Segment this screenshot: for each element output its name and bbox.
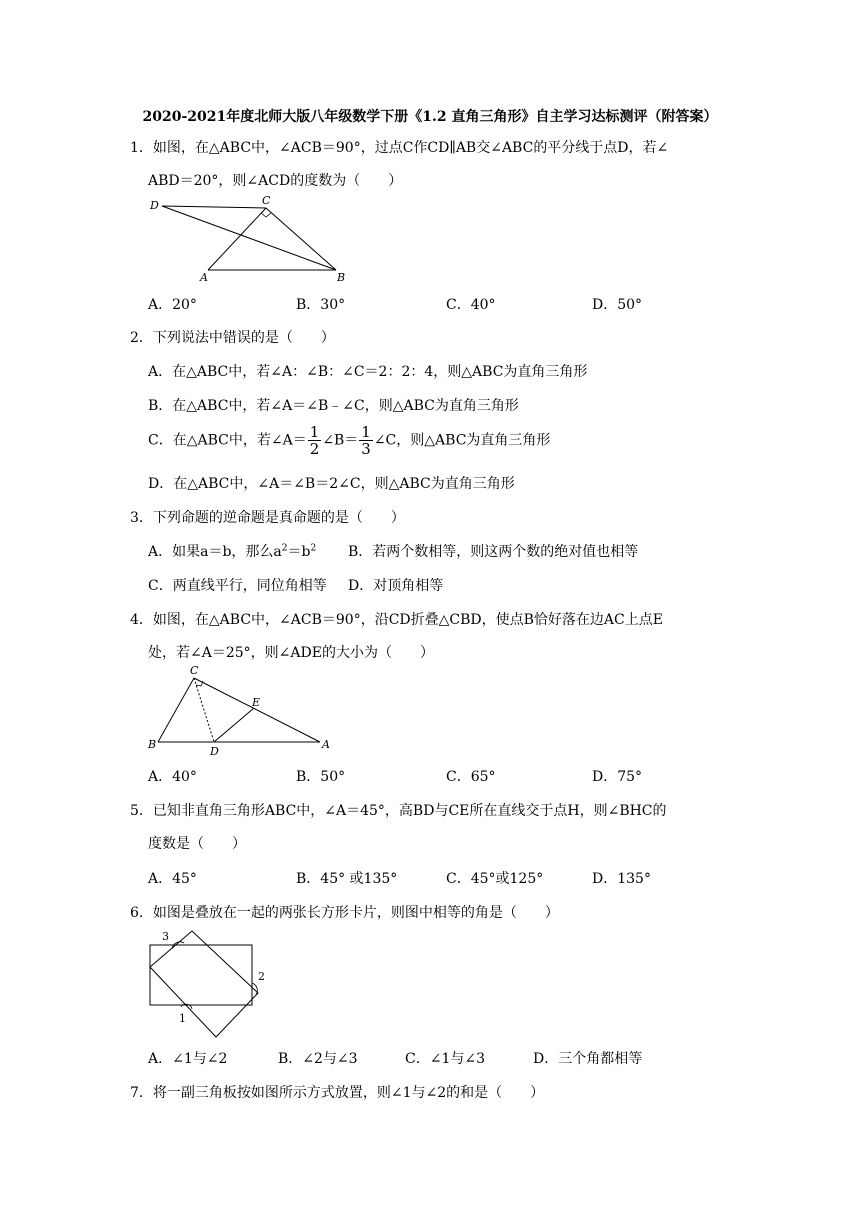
- q2-option-c-pre: C．在△ABC中，若∠A＝: [148, 432, 307, 449]
- q3-sup-1: 2: [281, 543, 288, 554]
- q6-label-3: 3: [162, 930, 169, 943]
- q6-figure: [148, 925, 268, 1040]
- q3-stem: 3．下列命题的逆命题是真命题的是（ ）: [130, 510, 405, 526]
- q4-label-a: A: [322, 738, 330, 751]
- q2-option-c-mid: ∠B＝: [322, 432, 359, 449]
- q2-option-b[interactable]: B．在△ABC中，若∠A＝∠B﹣∠C，则△ABC为直角三角形: [148, 398, 519, 414]
- q1-option-d[interactable]: D．50°: [592, 297, 643, 313]
- q5-option-d[interactable]: D．135°: [592, 871, 651, 887]
- q4-option-d[interactable]: D．75°: [592, 769, 643, 785]
- q1-label-c: C: [262, 194, 271, 207]
- q4-stem-line1: 4．如图，在△ABC中，∠ACB＝90°，沿CD折叠△CBD，使点B恰好落在边AC上点E: [130, 612, 663, 628]
- q6-stem: 6．如图是叠放在一起的两张长方形卡片，则图中相等的角是（ ）: [130, 905, 559, 921]
- q4-label-c: C: [190, 664, 199, 677]
- q1-label-b: B: [337, 271, 346, 284]
- q1-label-a: A: [200, 271, 208, 284]
- q6-label-1: 1: [179, 1012, 186, 1025]
- q4-option-b[interactable]: B．50°: [296, 769, 346, 785]
- q2-fraction-third: $\frac{1}{3}$: [361, 423, 371, 458]
- q4-label-d: D: [210, 745, 219, 758]
- document-title: 2020-2021年度北师大版八年级数学下册《1.2 直角三角形》自主学习达标测评（附答案）: [142, 109, 718, 125]
- q4-figure: [148, 664, 338, 756]
- q2-option-a[interactable]: A．在△ABC中，若∠A：∠B：∠C＝2：2：4，则△ABC为直角三角形: [148, 364, 588, 380]
- q6-option-b[interactable]: B．∠2与∠3: [278, 1051, 358, 1067]
- q2-fraction-half: $\frac{1}{2}$: [309, 423, 320, 458]
- q6-label-2: 2: [258, 970, 265, 983]
- q1-figure: [148, 195, 358, 285]
- q4-option-c[interactable]: C．65°: [446, 769, 496, 785]
- q1-stem-line2: ABD＝20°，则∠ACD的度数为（ ）: [148, 173, 403, 189]
- q1-label-d: D: [150, 199, 159, 212]
- q3-option-a-mid: ＝b: [287, 544, 311, 560]
- q3-option-a[interactable]: [148, 541, 316, 561]
- q1-option-c[interactable]: C．40°: [446, 297, 496, 313]
- q1-option-b[interactable]: B．30°: [296, 297, 346, 313]
- q2-option-c[interactable]: [148, 424, 550, 457]
- q6-option-a[interactable]: A．∠1与∠2: [148, 1051, 228, 1067]
- q4-label-e: E: [252, 696, 261, 709]
- q5-stem-line1: 5．已知非直角三角形ABC中，∠A＝45°，高BD与CE所在直线交于点H，则∠BHC的: [130, 803, 667, 819]
- q3-option-a-pre: A．如果a＝b，那么a: [148, 544, 282, 560]
- q5-option-c[interactable]: C．45°或125°: [446, 871, 544, 887]
- q5-stem-line2: 度数是（ ）: [148, 836, 246, 852]
- q4-option-a[interactable]: A．40°: [148, 769, 197, 785]
- q3-option-d[interactable]: D．对顶角相等: [348, 578, 444, 594]
- q5-option-b[interactable]: B．45° 或135°: [296, 871, 398, 887]
- q3-option-b[interactable]: B．若两个数相等，则这两个数的绝对值也相等: [348, 544, 639, 560]
- q2-option-d[interactable]: D．在△ABC中，∠A＝∠B＝2∠C，则△ABC为直角三角形: [148, 476, 515, 492]
- q6-option-d[interactable]: D．三个角都相等: [533, 1051, 643, 1067]
- q7-stem: 7．将一副三角板按如图所示方式放置，则∠1与∠2的和是（ ）: [130, 1085, 545, 1101]
- q5-option-a[interactable]: A．45°: [148, 871, 197, 887]
- q6-option-c[interactable]: C．∠1与∠3: [405, 1051, 485, 1067]
- q3-sup-2: 2: [310, 543, 317, 554]
- q2-stem: 2．下列说法中错误的是（ ）: [130, 330, 335, 346]
- q1-stem-line1: 1．如图，在△ABC中，∠ACB＝90°，过点C作CD∥AB交∠ABC的平分线于点D，若∠: [130, 140, 669, 156]
- q4-stem-line2: 处，若∠A＝25°，则∠ADE的大小为（ ）: [148, 645, 434, 661]
- q2-option-c-post: ∠C，则△ABC为直角三角形: [373, 432, 551, 449]
- q3-option-c[interactable]: C．两直线平行，同位角相等: [148, 578, 327, 594]
- q4-label-b: B: [148, 738, 157, 751]
- q1-option-a[interactable]: A．20°: [148, 297, 197, 313]
